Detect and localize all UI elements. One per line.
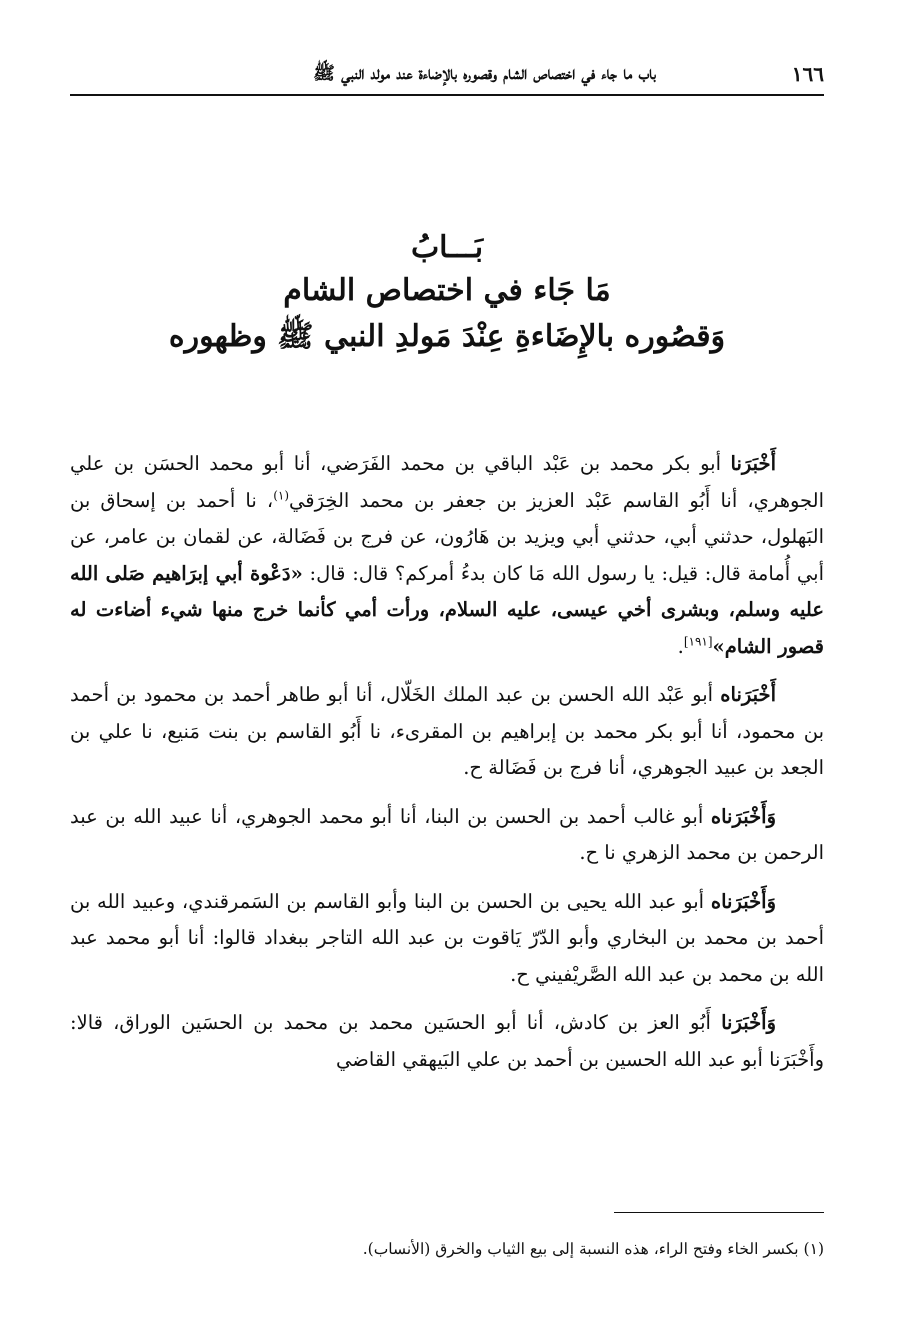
- chapter-label: بَـــابُ: [410, 230, 484, 265]
- footnote: [70, 1236, 824, 1262]
- paragraph: [70, 1005, 824, 1078]
- paragraph-text: أبو عبد الله يحيى بن الحسن بن البنا وأبو القاسم بن السَمرقندي، وعبيد الله بن أحمد بن محمد بن البخاري وأبو الدّرّ يَاقوت بن عبد الله التاجر ببغداد قالوا: أنا أبو محمد عبد الله بن محمد بن عبد الله الصَّريْفيني ح.: [70, 889, 824, 986]
- paragraph-ending: .: [677, 634, 684, 658]
- paragraph-text: أَبُو العز بن كادش، أنا أبو الحسَين محمد بن محمد بن الحسَين الوراق، قالا: وأَخْبَرَنا أبو عبد الله الحسين بن أحمد بن علي البَيهقي القاضي: [70, 1011, 824, 1071]
- footnote-reference: (١): [273, 488, 290, 502]
- paragraph-text: أبو غالب أحمد بن الحسن بن البنا، أنا أبو محمد الجوهري، أنا عبيد الله بن عبد الرحمن بن محمد الزهري نا ح.: [70, 804, 824, 864]
- paragraph: [70, 446, 824, 665]
- paragraph-lead: أَخْبَرَناه: [720, 683, 776, 706]
- body-text: [70, 446, 824, 1078]
- paragraph: [70, 799, 824, 872]
- header-rule: [70, 94, 824, 96]
- paragraph-lead: وَأَخْبَرَناه: [710, 889, 776, 913]
- paragraph: [70, 677, 824, 787]
- chapter-title-line-1: مَا جَاء في اختصاص الشام: [283, 273, 611, 308]
- paragraph-text: أبو عَبْد الله الحسن بن عبد الملك الخَلّال، أنا أبو طاهر أحمد بن محمود بن أحمد بن محمود، أنا أبو بكر محمد بن إبراهيم بن المقرىء، نا أَبُو القاسم بن بنت مَنيع، نا علي بن الجعد بن عبيد الجوهري، أنا فرج بن فَضَالة ح.: [70, 683, 824, 779]
- paragraph-lead: وَأَخْبَرَناه: [710, 804, 776, 828]
- running-header: [70, 56, 824, 96]
- paragraph: [70, 884, 824, 994]
- footnote-rule: [614, 1212, 824, 1213]
- footnote-text: بكسر الخاء وفتح الراء، هذه النسبة إلى بيع الثياب والخرق (الأنساب).: [362, 1240, 799, 1258]
- paragraph-text: أبو بكر محمد بن عَبْد الباقي بن محمد الفَرَضي، أنا أبو محمد الحسَن بن علي الجوهري، أنا أَبُو القاسم عَبْد العزيز بن جعفر بن محمد الخِرَقي: [70, 452, 824, 512]
- hadith-quote: «دَعْوة أبي إبرَاهيم صَلى الله عليه وسلم، وبشرى أخي عيسى، عليه السلام، ورأت أمي كأنما خرج منها شيء أضاءت له قصور الشام»: [70, 561, 824, 658]
- paragraph-text: ، نا أحمد بن إسحاق بن البَهلول، حدثني أبي، حدثني أبي ويزيد بن هَارُون، عن فرج بن فَضَالة، عن لقمان بن عامر، عن أبي أُمامة قال: قيل: يا رسول الله مَا كان بدءُ أمركم؟ قال: قال:: [70, 488, 824, 585]
- footnote-marker: (١): [803, 1240, 824, 1258]
- paragraph-lead: أَخْبَرَنا: [730, 452, 776, 475]
- paragraph-lead: وَأَخْبَرَنا: [721, 1011, 776, 1034]
- chapter-heading: [70, 228, 824, 360]
- hadith-number: [١٩١]: [683, 634, 713, 648]
- running-title: باب ما جاء في اختصاص الشام وقصوره بالإضاءة عند مولد النبي ﷺ: [313, 63, 656, 84]
- chapter-title-line-2: وَقصُوره بالإِضَاءةِ عِنْدَ مَولدِ النبي ﷺ وظهوره: [168, 319, 726, 354]
- page-number: ١٦٦: [791, 62, 824, 86]
